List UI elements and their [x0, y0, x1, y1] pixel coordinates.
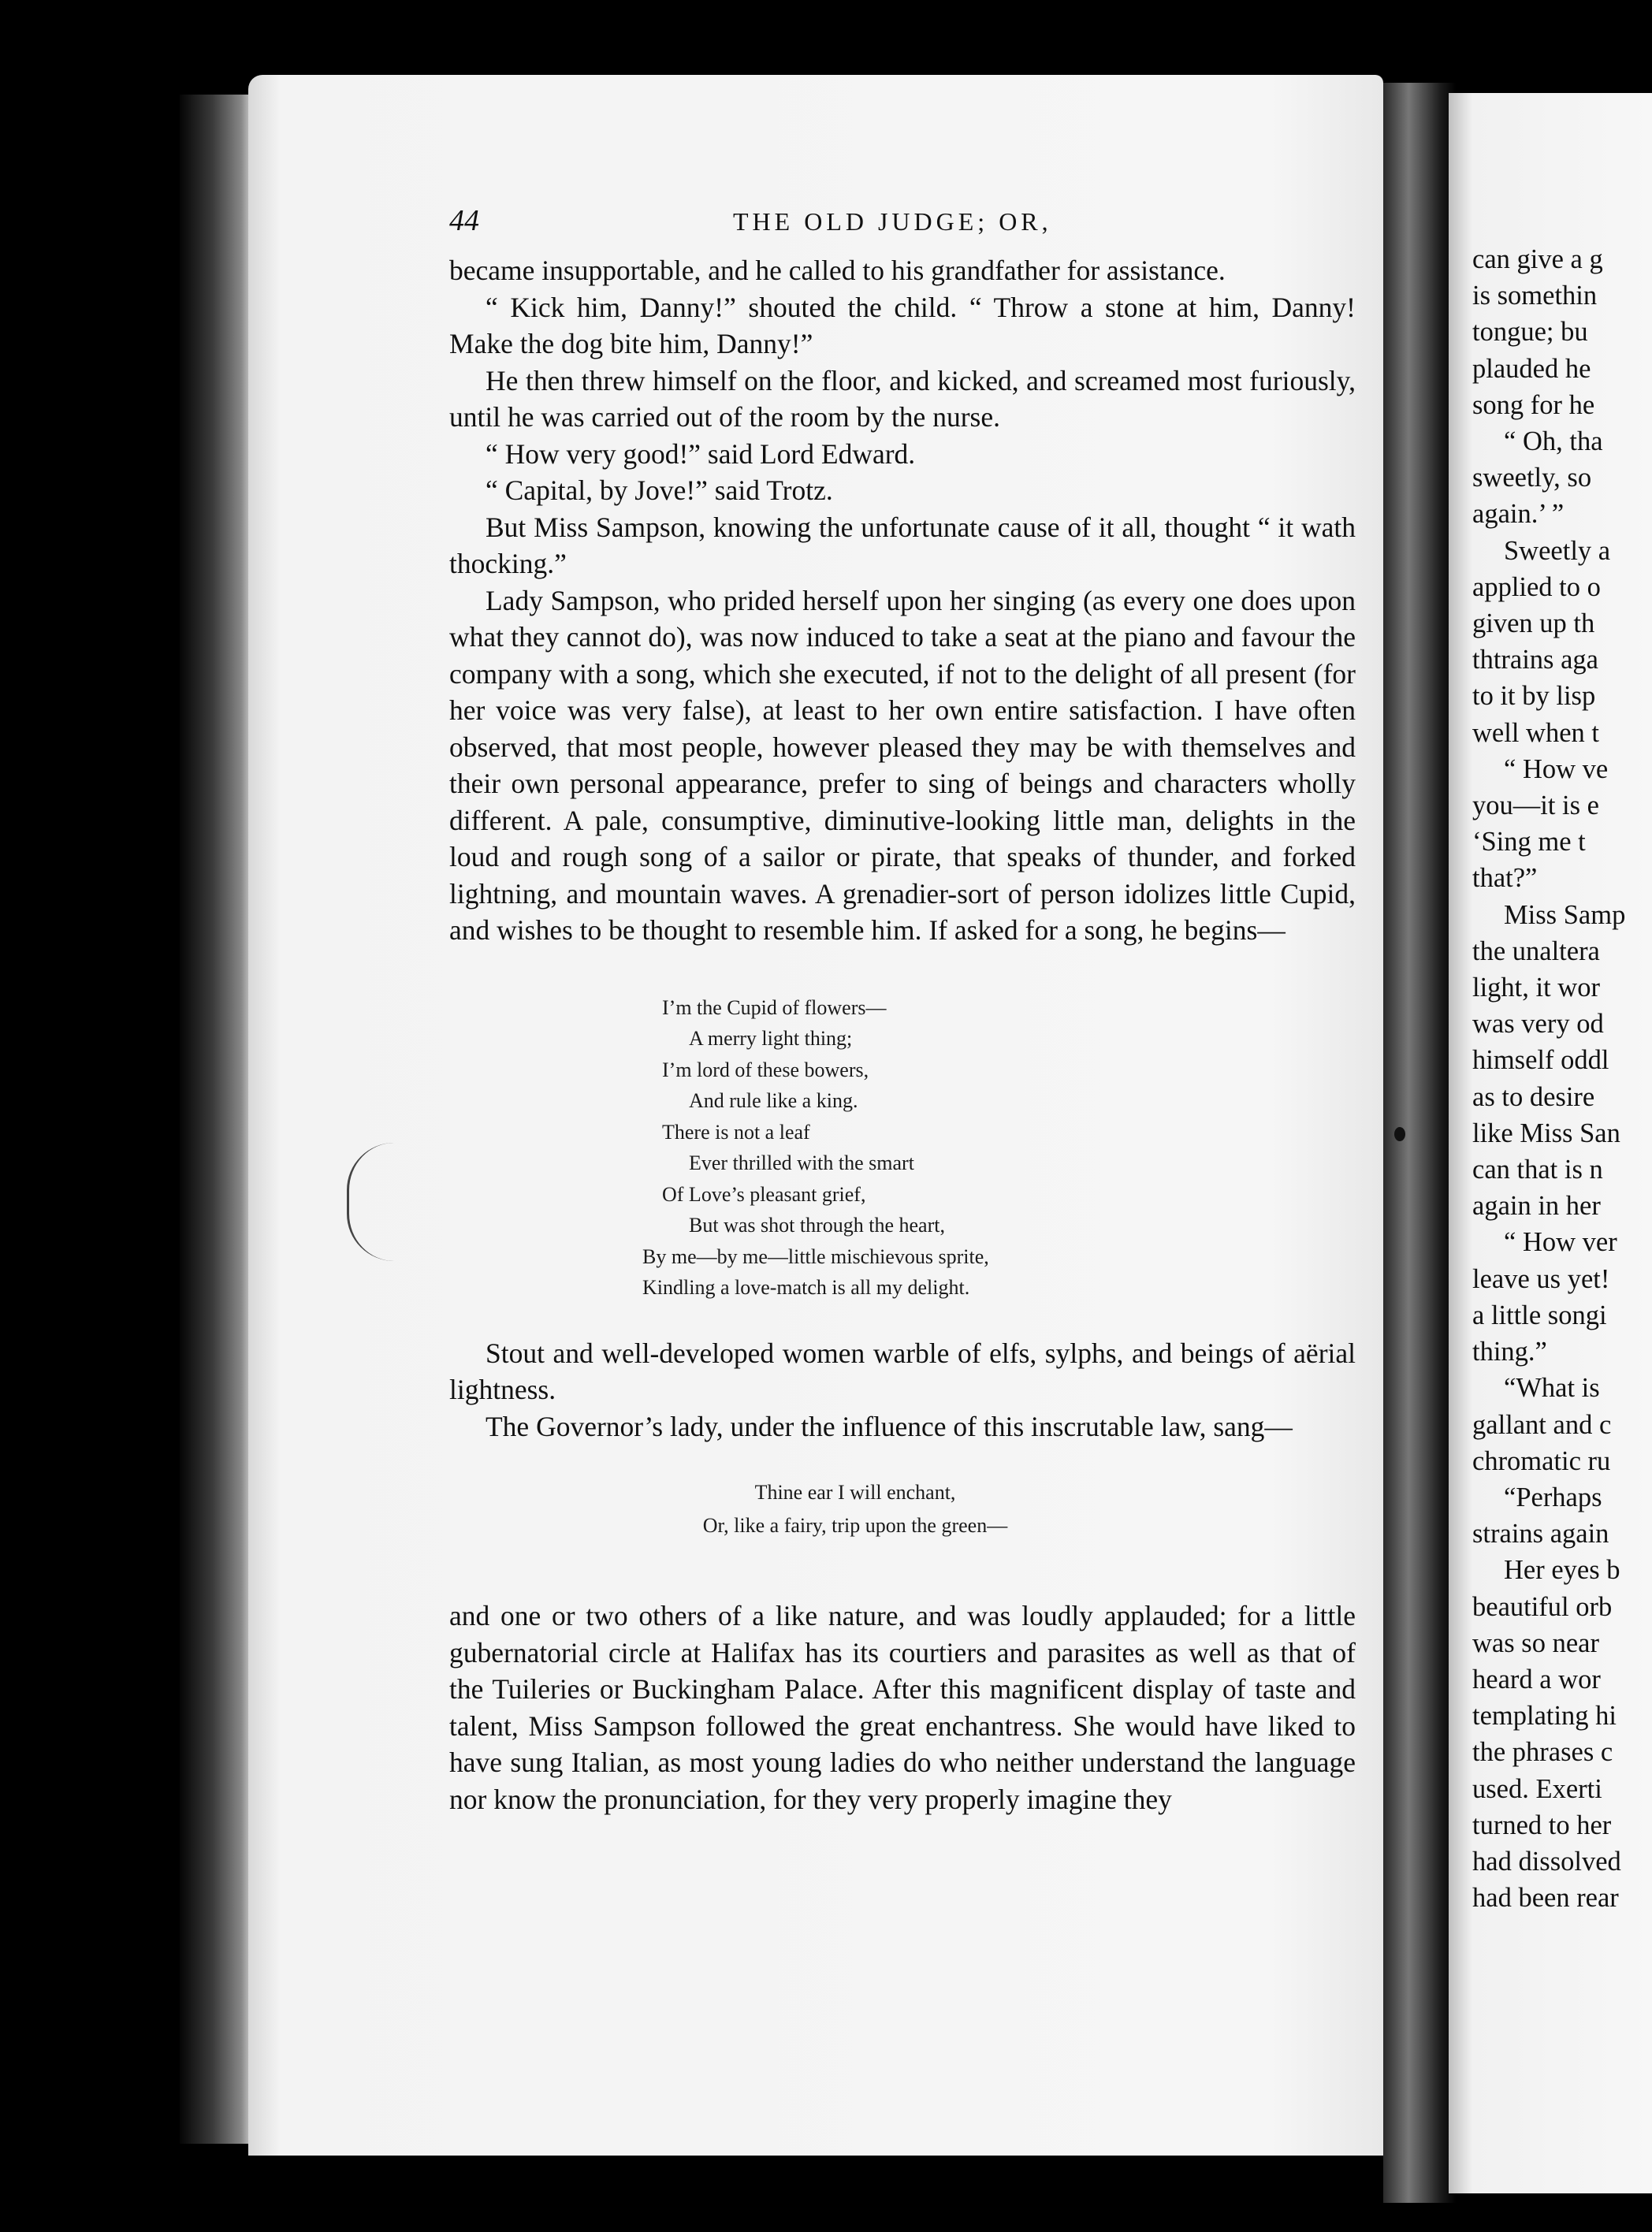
verse-line: I’m the Cupid of flowers— — [662, 995, 887, 1019]
right-page-line: had been rear — [1472, 1883, 1619, 1914]
verse-line: Thine ear I will enchant, — [754, 1481, 956, 1504]
verse-line: Ever thrilled with the smart — [689, 1151, 914, 1174]
right-page-line: strains again — [1472, 1519, 1609, 1549]
verse-line: I’m lord of these bowers, — [662, 1058, 869, 1081]
right-page-line: Miss Samp — [1504, 899, 1626, 930]
verse-enchant — [449, 1476, 1356, 1542]
page-number: 44 — [449, 204, 479, 237]
ink-spot — [1394, 1127, 1405, 1141]
right-page-line: Her eyes b — [1504, 1555, 1620, 1586]
right-page-line: is somethin — [1472, 281, 1598, 311]
right-page-line: applied to o — [1472, 571, 1601, 602]
right-page-line: chromatic ru — [1472, 1445, 1611, 1476]
right-page-line: again in her — [1472, 1191, 1601, 1222]
right-page-line: the phrases c — [1472, 1737, 1613, 1768]
verse-cupid — [449, 992, 1356, 1304]
book-edge-left — [180, 95, 252, 2144]
right-page-line: thtrains aga — [1472, 645, 1598, 675]
right-page-line: to it by lisp — [1472, 681, 1596, 712]
right-page-line: like Miss San — [1472, 1118, 1620, 1148]
right-page-line: well when t — [1472, 717, 1599, 748]
verse-line: A merry light thing; — [689, 1027, 853, 1050]
right-page-line: as to desire — [1472, 1081, 1595, 1112]
verse-line: There is not a leaf — [662, 1120, 810, 1144]
right-page-line: given up th — [1472, 608, 1595, 639]
right-page-line: Sweetly a — [1504, 535, 1611, 566]
right-page-line: song for he — [1472, 389, 1595, 420]
right-page-line: “ How ver — [1504, 1227, 1617, 1258]
right-page-line: a little songi — [1472, 1300, 1607, 1330]
paragraph: “ Capital, by Jove!” said Trotz. — [486, 474, 833, 506]
paragraph: became insupportable, and he called to his grandfather for assistance. — [449, 255, 1226, 286]
verse-line: Of Love’s pleasant grief, — [662, 1182, 866, 1206]
verse-line: Kindling a love-match is all my delight. — [642, 1276, 970, 1299]
right-page-line: “Perhaps — [1504, 1482, 1602, 1512]
right-page-line: was so near — [1472, 1628, 1599, 1658]
right-page-line: “ Oh, tha — [1504, 426, 1603, 457]
right-page-line: turned to her — [1472, 1810, 1612, 1840]
paragraph: The Governor’s lady, under the influence of this inscrutable law, sang— — [486, 1410, 1293, 1442]
verse-line: By me—by me—little mischievous sprite, — [642, 1244, 989, 1268]
paragraph: Stout and well-developed women warble of elfs, sylphs, and beings of aërial lightness. — [449, 1337, 1356, 1405]
right-page-line: light, it wor — [1472, 973, 1600, 1003]
right-page-text — [1472, 241, 1652, 1916]
page-header — [449, 203, 1371, 238]
right-page-line: that?” — [1472, 863, 1538, 894]
running-head: THE OLD JUDGE; OR, — [733, 207, 1052, 236]
right-page-line: can give a g — [1472, 244, 1603, 274]
right-page-line: thing.” — [1472, 1337, 1547, 1367]
right-page-line: again.’ ” — [1472, 499, 1565, 530]
paragraph: But Miss Sampson, knowing the unfortunate cause of it all, thought “ it wath thocking.” — [449, 511, 1356, 579]
right-page-line: was very od — [1472, 1009, 1604, 1040]
paragraph: and one or two others of a like nature, and was loudly applauded; for a little gubernatorial circle at Halifax has its courtiers and parasites as well as that of the Tuileries or Buckingham Palace. After this magnificent display of taste and talent, Miss Sampson followed the great enchantress. She would have liked to have sung Italian, as most young ladies do who neither understand the language nor know the pronunciation, for they very properly imagine they — [449, 1600, 1356, 1815]
book-gutter — [1383, 83, 1456, 2203]
right-page-line: can that is n — [1472, 1155, 1603, 1185]
right-page-line: “ How ve — [1504, 753, 1609, 784]
right-page — [1449, 93, 1652, 2193]
paragraph: He then threw himself on the floor, and kicked, and screamed most furiously, until he was carried out of the room by the nurse. — [449, 364, 1356, 433]
right-page-line: sweetly, so — [1472, 463, 1592, 493]
right-page-line: himself oddl — [1472, 1045, 1609, 1076]
right-page-line: heard a wor — [1472, 1664, 1601, 1694]
right-page-line: used. Exerti — [1472, 1773, 1602, 1804]
verse-line: Or, like a fairy, trip upon the green— — [702, 1514, 1008, 1537]
right-page-line: templating hi — [1472, 1701, 1617, 1732]
right-page-line: gallant and c — [1472, 1409, 1612, 1440]
right-page-line: the unaltera — [1472, 936, 1600, 966]
right-page-line: “What is — [1504, 1373, 1600, 1404]
verse-line: But was shot through the heart, — [689, 1214, 945, 1237]
right-page-line: ‘Sing me t — [1472, 827, 1586, 857]
verse-line: And rule like a king. — [689, 1089, 858, 1112]
right-page-line: plauded he — [1472, 353, 1591, 384]
right-page-line: you—it is e — [1472, 790, 1599, 821]
right-page-line: beautiful orb — [1472, 1591, 1613, 1622]
right-page-line: tongue; bu — [1472, 317, 1588, 348]
paragraph: “ How very good!” said Lord Edward. — [486, 437, 916, 470]
right-page-line: had dissolved — [1472, 1846, 1621, 1877]
paragraph: “ Kick him, Danny!” shouted the child. “ Throw a stone at him, Danny! Make the dog bite him, Danny!” — [449, 291, 1356, 359]
main-text — [449, 252, 1356, 1817]
paragraph: Lady Sampson, who prided herself upon her singing (as every one does upon what they cannot do), was now induced to take a seat at the piano and favour the company with a song, which she executed, if not to the delight of all present (for her voice was very false), at least to her own entire satisfaction. I have often observed, that most people, however pleased they may be with themselves and their own personal appearance, prefer to sing of beings and characters wholly different. A pale, consumptive, diminutive-looking little man, delights in the loud and rough song of a sailor or pirate, that speaks of thunder, and forked lightning, and mountain waves. A grenadier-sort of person idolizes little Cupid, and wishes to be thought to resemble him. If asked for a song, he begins— — [449, 584, 1356, 946]
right-page-line: leave us yet! — [1472, 1263, 1610, 1294]
